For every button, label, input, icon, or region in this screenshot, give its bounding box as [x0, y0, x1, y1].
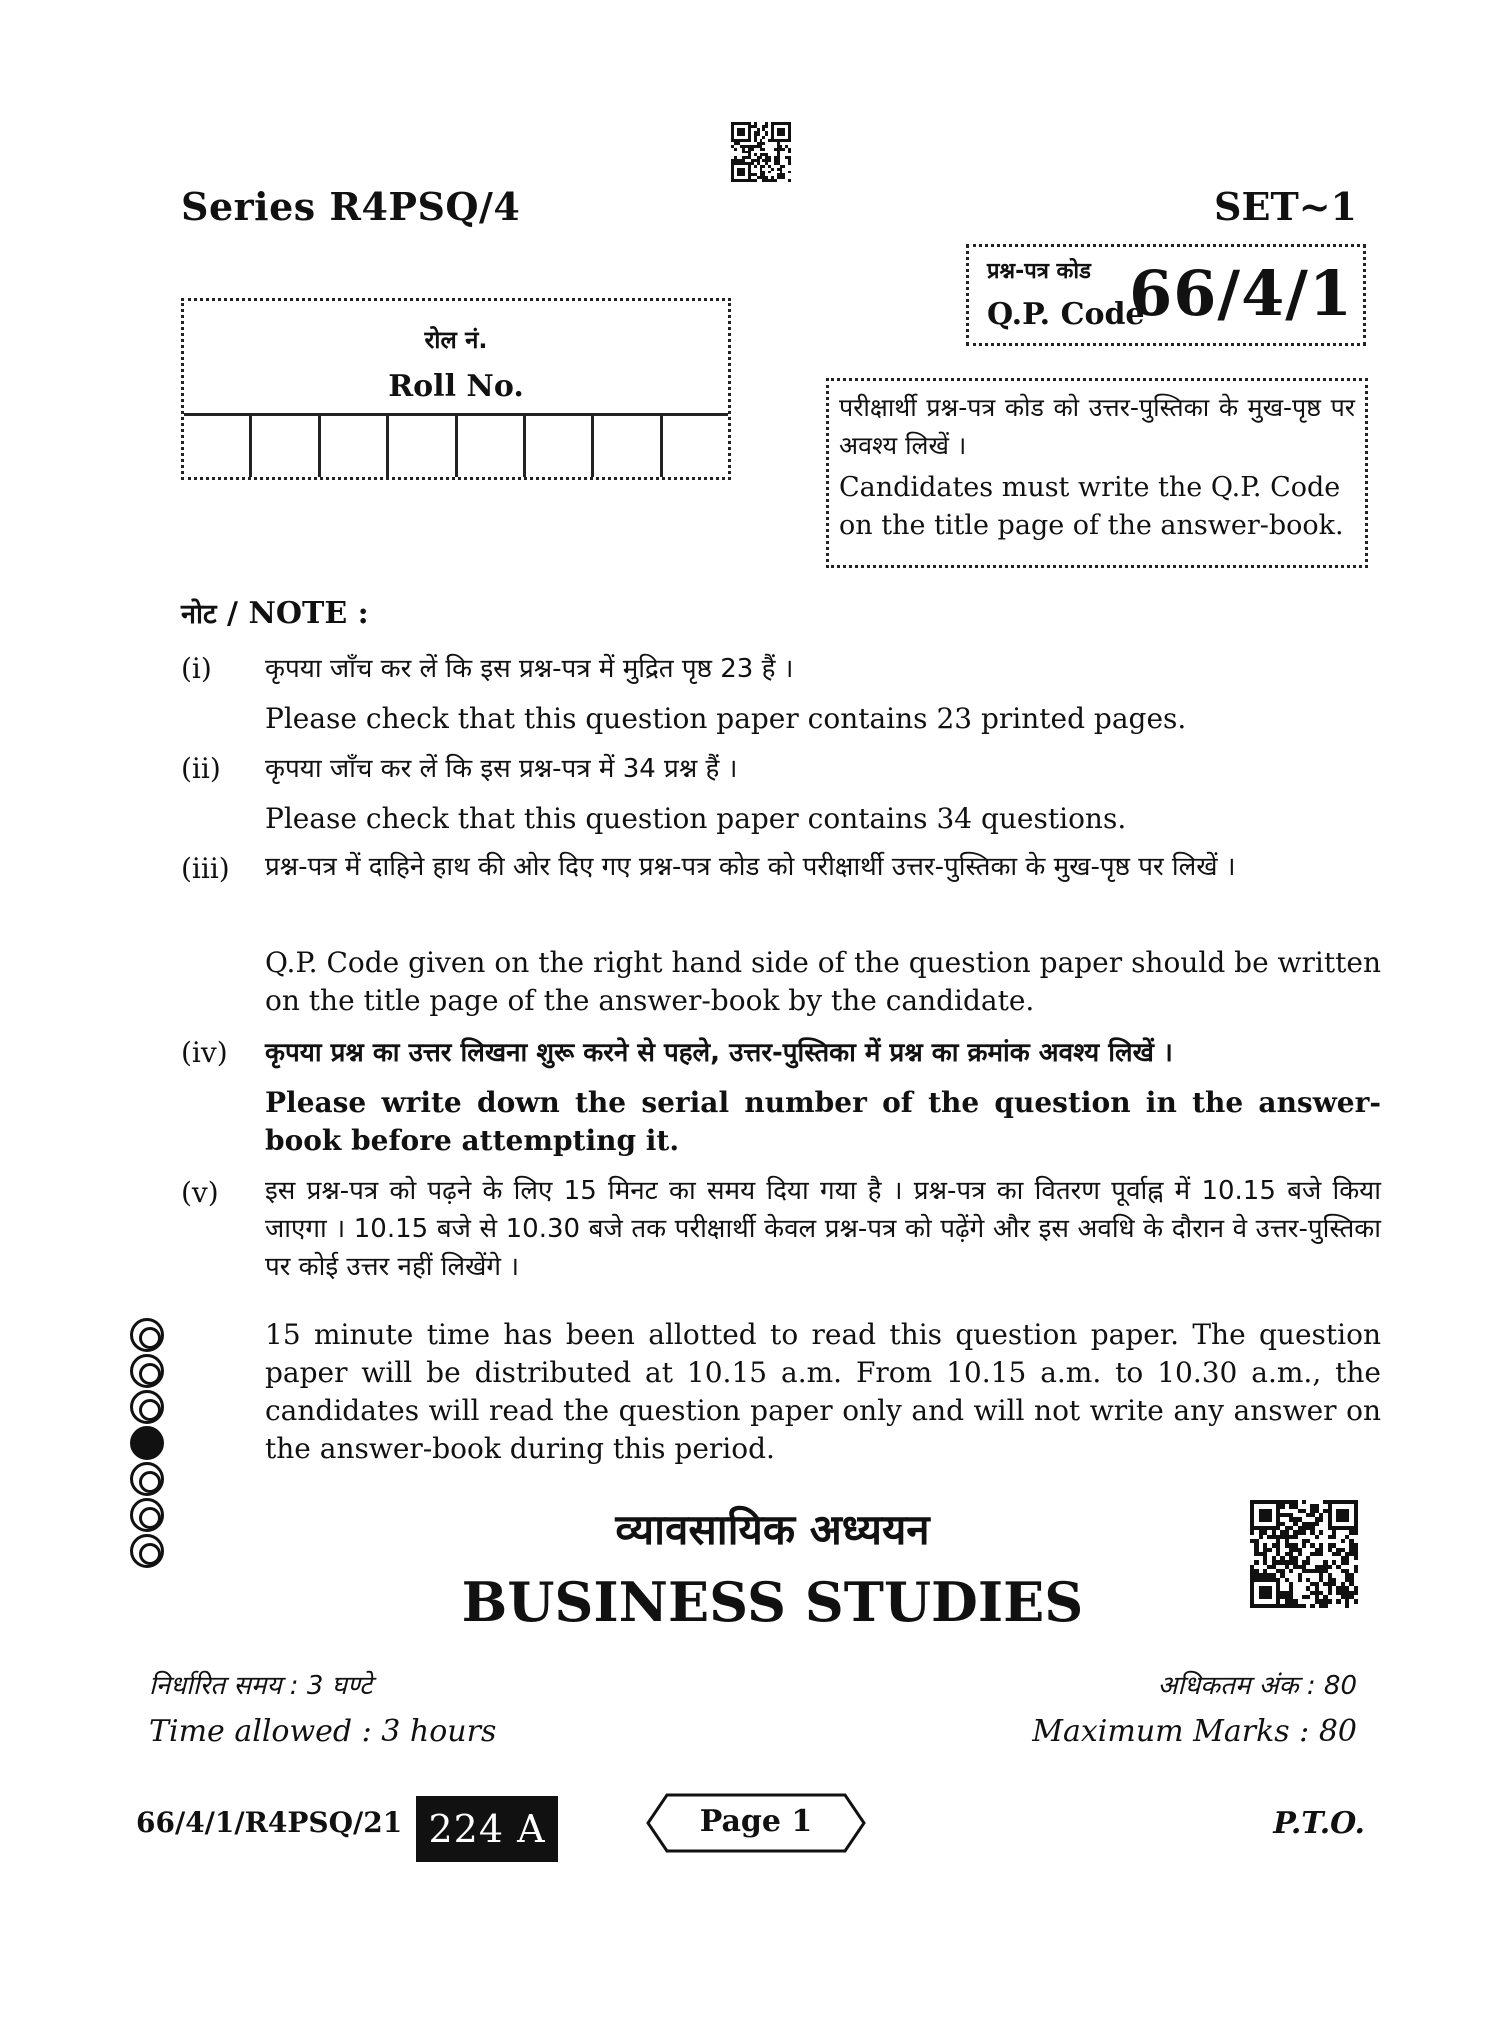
qp-code-box — [966, 244, 1366, 346]
roll-cell[interactable] — [594, 416, 662, 477]
note-text: Please write down the serial number of the question in the answer-book before attempting it. — [265, 1086, 1381, 1157]
note-text: Please check that this question paper contains 34 questions. — [265, 802, 1127, 835]
note-number: (iv) — [181, 1036, 228, 1069]
roll-number-box — [181, 298, 731, 480]
note-number: (v) — [181, 1176, 219, 1209]
roll-cell[interactable] — [252, 416, 320, 477]
subject-title-hindi: व्यावसायिक अध्ययन — [615, 1505, 930, 1554]
time-allowed-hindi: निर्धारित समय : 3 घण्टे — [149, 1671, 373, 1701]
roll-label-hindi: रोल नं. — [424, 326, 488, 354]
set-label: SET~1 — [1214, 184, 1357, 229]
note-number: (iii) — [181, 852, 230, 885]
note-heading — [181, 594, 369, 631]
qr-code-right-icon — [1250, 1500, 1358, 1608]
ring-icon — [130, 1390, 164, 1424]
qr-module — [788, 179, 791, 182]
candidate-instruction-hindi: परीक्षार्थी प्रश्न-पत्र कोड को उत्तर-पुस्तिका के मुख-पृष्ठ पर अवश्य लिखें । — [839, 393, 1355, 460]
time-allowed: Time allowed : 3 hours — [149, 1714, 497, 1749]
ring-icon — [130, 1354, 164, 1388]
roll-cell[interactable] — [526, 416, 594, 477]
note-heading-hindi: नोट — [181, 599, 217, 630]
ring-filled-icon — [130, 1426, 164, 1460]
note-text-hindi: कृपया जाँच कर लें कि इस प्रश्न-पत्र में मुद्रित पृष्ठ 23 हैं । — [265, 654, 794, 684]
note-text: Q.P. Code given on the right hand side of the question paper should be written on the title page of the answer-book by the candidate. — [265, 946, 1381, 1017]
page-indicator — [645, 1792, 867, 1854]
note-text-hindi: प्रश्न-पत्र में दाहिने हाथ की ओर दिए गए प्रश्न-पत्र कोड को परीक्षार्थी उत्तर-पुस्तिका के मुख-पृष्ठ पर लिखें । — [265, 852, 1236, 882]
note-text-hindi: कृपया प्रश्न का उत्तर लिखना शुरू करने से पहले, उत्तर-पुस्तिका में प्रश्न का क्रमांक अवश्य लिखें । — [265, 1038, 1173, 1068]
roll-cell[interactable] — [663, 416, 728, 477]
maximum-marks: Maximum Marks : 80 — [1032, 1714, 1357, 1749]
roll-cell[interactable] — [389, 416, 457, 477]
ring-icon — [130, 1462, 164, 1496]
note-heading-english: / NOTE : — [216, 596, 369, 631]
qp-code-value: 66/4/1 — [1129, 257, 1353, 330]
note-number: (i) — [181, 652, 212, 685]
roll-cell[interactable] — [458, 416, 526, 477]
note-number: (ii) — [181, 752, 221, 785]
roll-cell[interactable] — [184, 416, 252, 477]
ring-icon — [130, 1318, 164, 1352]
series-label: Series R4PSQ/4 — [181, 184, 521, 229]
note-text: Please check that this question paper contains 23 printed pages. — [265, 702, 1187, 735]
note-text-hindi: कृपया जाँच कर लें कि इस प्रश्न-पत्र में 34 प्रश्न हैं । — [265, 754, 738, 784]
page-number: Page 1 — [699, 1804, 813, 1839]
note-text-hindi: इस प्रश्न-पत्र को पढ़ने के लिए 15 मिनट का समय दिया गया है । प्रश्न-पत्र का वितरण पूर्वाह्न में 10.15 बजे किया जाएगा । 10.15 बजे से 10.30 बजे तक परीक्षार्थी केवल प्रश्न-पत्र को पढ़ेंगे और इस अवधि के दौरान वे उत्तर-पुस्तिका पर कोई उत्तर नहीं लिखेंगे । — [265, 1176, 1381, 1282]
roll-cell[interactable] — [321, 416, 389, 477]
candidate-instruction: Candidates must write the Q.P. Code on the title page of the answer-book. — [839, 472, 1344, 541]
roll-number-cells — [184, 413, 728, 477]
subject-title: BUSINESS STUDIES — [461, 1570, 1084, 1634]
qp-code-label-hindi: प्रश्न-पत्र कोड — [987, 259, 1091, 284]
roll-label: Roll No. — [388, 369, 524, 404]
maximum-marks-hindi: अधिकतम अंक : 80 — [1157, 1671, 1357, 1701]
candidate-instruction-box — [826, 378, 1368, 568]
qr-module — [1354, 1604, 1358, 1608]
paper-code-footer: 66/4/1/R4PSQ/21 — [136, 1806, 403, 1839]
note-text: 15 minute time has been allotted to read this question paper. The question paper will be distributed at 10.15 a.m. From 10.15 a.m. to 10.30 a.m., the candidates will read the question paper only and will not write any answer on the answer-book during this period. — [265, 1318, 1381, 1465]
qp-code-label: Q.P. Code — [987, 297, 1145, 332]
pto-label: P.T.O. — [1273, 1806, 1365, 1841]
qr-code-top-icon — [731, 122, 791, 182]
paper-badge: 224 A — [416, 1796, 558, 1862]
